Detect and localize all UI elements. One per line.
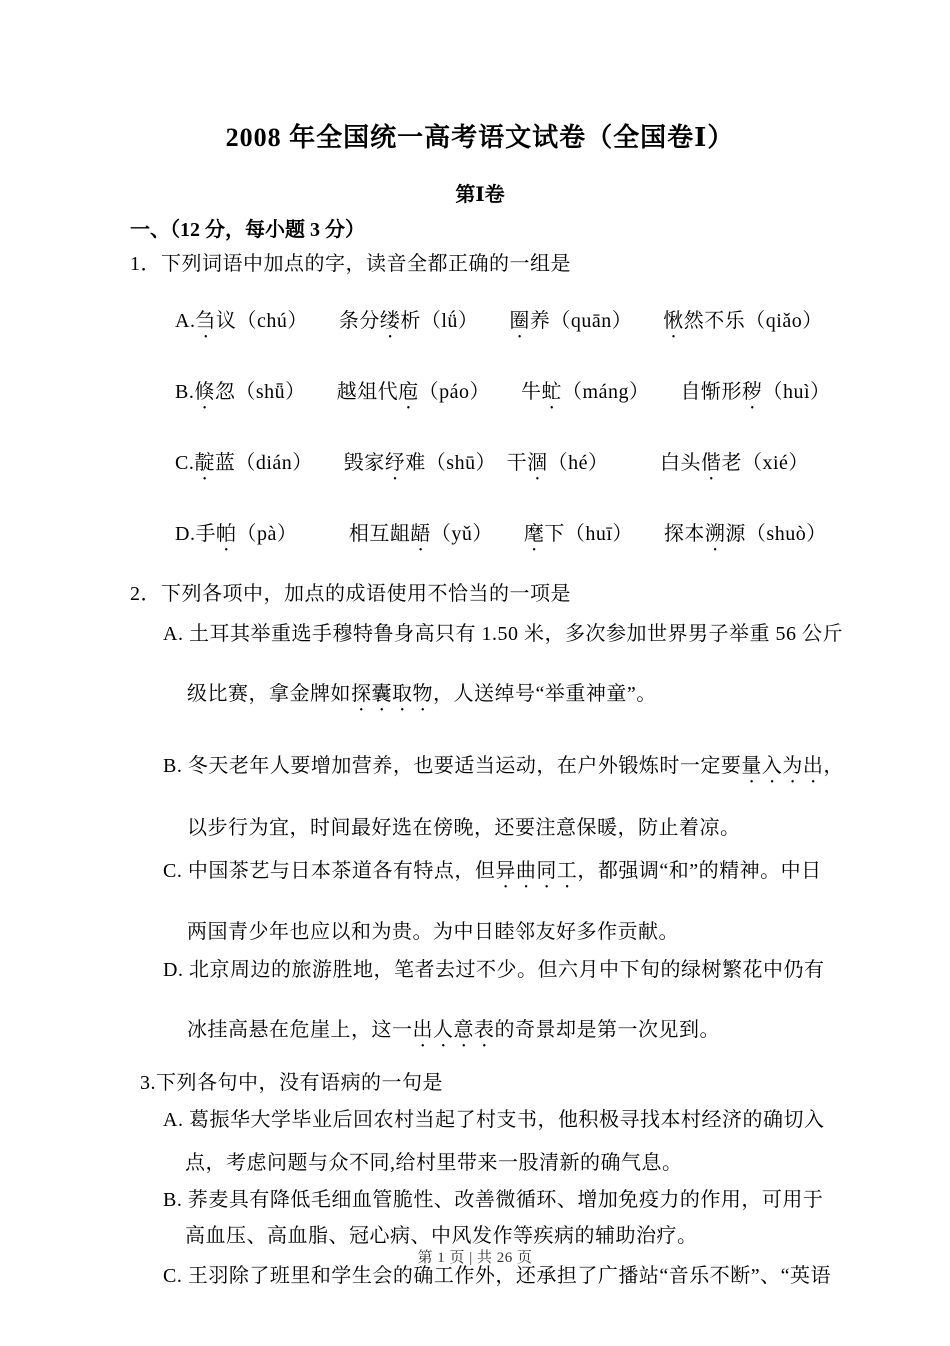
plain-text: A. 土耳其举重选手穆特鲁身高只有 1.50 米，多次参加世界男子举重 56 公斤 [163,623,843,645]
plain-text: C. [175,452,195,474]
plain-text: D.手 [175,523,216,545]
plain-text: 冰挂高悬在危崖上，这一 [187,1019,413,1041]
question-1-option-d [175,520,830,556]
plain-text: 析（lǘ） [400,310,510,332]
plain-text: 养（quān） [529,310,664,332]
volume-1-header: 第Ⅰ卷 [455,184,505,206]
question-3-option-b-line-1 [163,1186,830,1214]
plain-text: A. [175,310,196,332]
emphasized-text: 涸 [527,452,548,474]
question-2-option-c-line-2 [187,918,830,946]
plain-text: B. [175,381,195,403]
emphasized-text: 秽 [741,381,763,403]
section-1-header: 一、（12 分，每小题 3 分） [130,219,365,241]
plain-text: （máng） 自惭形 [562,381,742,403]
plain-text: 源（shuò） [725,523,827,545]
question-2-option-a-line-2 [187,680,830,716]
question-1-stem: 1．下列词语中加点的字，读音全都正确的一组是 [130,253,571,275]
plain-text: 点，考虑问题与众不同,给村里带来一股清新的确气息。 [185,1152,683,1174]
question-1-option-c [175,449,830,485]
plain-text: C. 中国茶艺与日本茶道各有特点，但 [163,860,496,882]
question-2-option-b-line-1 [163,752,844,788]
question-2-option-c-line-1 [163,857,830,893]
page-footer [0,1246,950,1267]
plain-text: 然不乐（qiǎo） [683,310,823,332]
emphasized-text: 纾 [384,452,406,474]
plain-text: 老（xié） [721,452,809,474]
exam-title: 2008 年全国统一高考语文试卷（全国卷Ⅰ） [225,123,735,152]
emphasized-text: 庖 [398,381,419,403]
emphasized-text: 愀 [663,310,684,332]
emphasized-text: 刍 [195,310,216,332]
plain-text: （yǔ） [430,523,524,545]
plain-text: 下（huī） 探本 [544,523,705,545]
question-2-option-d-line-2 [187,1016,830,1052]
question-3-option-a-line-1 [163,1106,830,1134]
emphasized-text: 探囊取物 [351,683,433,705]
question-1-option-a [175,307,830,343]
question-3-option-a-line-2 [185,1149,830,1177]
emphasized-text: 龉 [410,523,431,545]
plain-text: （huì） [762,381,831,403]
question-1-option-b [175,378,830,414]
plain-text: （hé） 白头 [547,452,701,474]
emphasized-text: 偕 [700,452,722,474]
question-2-option-d-line-1 [163,956,830,984]
plain-text: （páo） 牛 [418,381,542,403]
emphasized-text: 量入为出 [741,755,824,777]
plain-text: A. 葛振华大学毕业后回农村当起了村支书，他积极寻找本村经济的确切入 [163,1109,825,1131]
emphasized-text: 溯 [704,523,726,545]
page-number-label: 第 1 页 | 共 26 页 [417,1250,533,1266]
emphasized-text: 靛 [194,452,215,474]
emphasized-text: 帕 [215,523,237,545]
plain-text: 议（chú） 条分 [215,310,380,332]
emphasized-text: 异曲同工 [495,860,578,882]
emphasized-text: 圈 [509,310,530,332]
question-3-stem: 3.下列各句中，没有语病的一句是 [140,1072,443,1094]
plain-text: 高血压、高血脂、冠心病、中风发作等疾病的辅助治疗。 [185,1225,698,1247]
emphasized-text: 倏 [194,381,215,403]
question-2-option-a-line-1 [163,620,843,648]
plain-text: ， [823,755,844,777]
plain-text: D. 北京周边的旅游胜地，笔者去过不少。但六月中下旬的绿树繁花中仍有 [163,959,825,981]
emphasized-text: 缕 [379,310,401,332]
emphasized-text: 麾 [523,523,545,545]
plain-text: ，都强调“和”的精神。中日 [577,860,822,882]
plain-text: ，人送绰号“举重神童”。 [433,683,657,705]
emphasized-text: 出人意表 [412,1019,495,1041]
question-2-option-b-line-2 [187,814,830,842]
emphasized-text: 虻 [541,381,563,403]
plain-text: 以步行为宜，时间最好选在傍晚，还要注意保暖，防止着凉。 [187,817,741,839]
plain-text: 难（shū） 干 [405,452,528,474]
plain-text: 两国青少年也应以和为贵。为中日睦邻友好多作贡献。 [187,921,679,943]
plain-text: B. 冬天老年人要增加营养，也要适当运动，在户外锻炼时一定要 [163,755,742,777]
page-content [0,118,950,1290]
plain-text: C. 王羽除了班里和学生会的确工作外，还承担了广播站“音乐不断”、“英语 [163,1265,831,1287]
plain-text: 的奇景却是第一次见到。 [494,1019,720,1041]
plain-text: B. 荞麦具有降低毛细血管脆性、改善微循环、增加免疫力的作用，可用于 [163,1189,824,1211]
plain-text: 忽（shǖ） 越俎代 [214,381,399,403]
plain-text: （pà） 相互龃 [236,523,411,545]
plain-text: 蓝（dián） 毁家 [214,452,385,474]
question-2-stem: 2．下列各项中，加点的成语使用不恰当的一项是 [130,583,571,605]
plain-text: 级比赛，拿金牌如 [187,683,351,705]
